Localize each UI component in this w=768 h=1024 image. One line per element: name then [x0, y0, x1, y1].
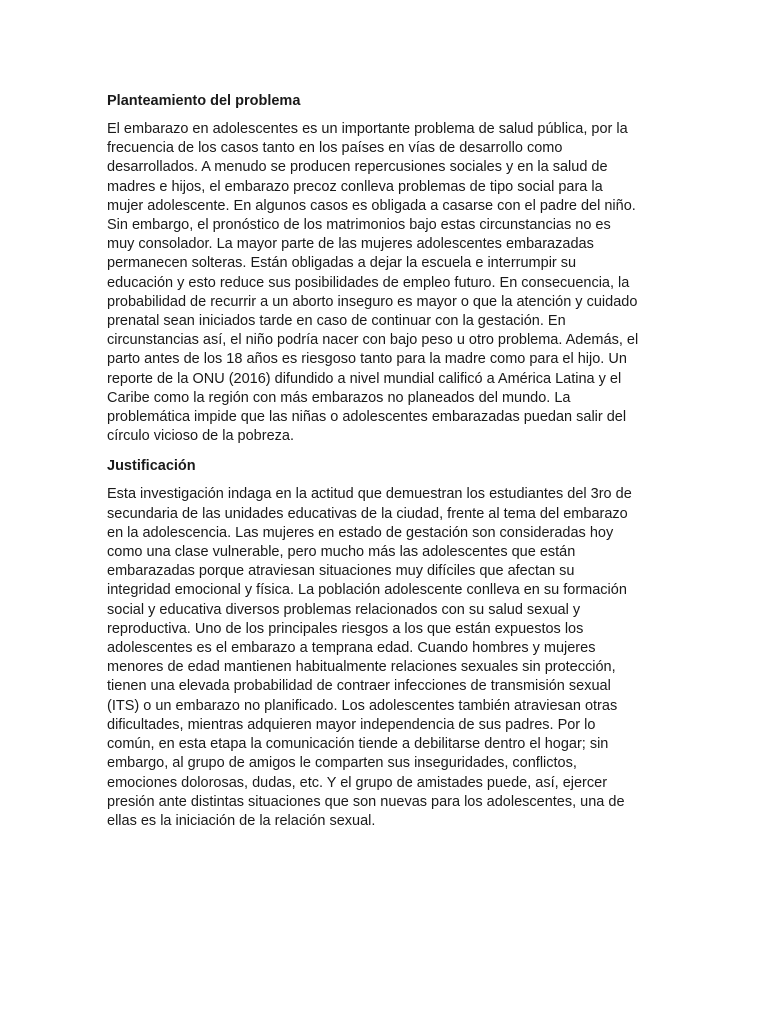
- paragraph-line: ellas es la iniciación de la relación sexual.: [107, 812, 376, 829]
- paragraph-line: emociones dolorosas, dudas, etc. Y el grupo de amistades puede, así, ejercer: [107, 774, 608, 791]
- paragraph-line: Sin embargo, el pronóstico de los matrimonios bajo estas circunstancias no es: [107, 217, 611, 234]
- paragraph-line: desarrollados. A menudo se producen repercusiones sociales y en la salud de: [107, 159, 608, 176]
- paragraph-line: embargo, al grupo de amigos le comparten sus inseguridades, conflictos,: [107, 755, 577, 772]
- paragraph-line: presión ante distintas situaciones que son nuevas para los adolescentes, una de: [107, 793, 625, 810]
- paragraph-line: social y educativa diversos problemas relacionados con su salud sexual y: [107, 601, 581, 618]
- paragraph-justificacion: [107, 485, 663, 831]
- paragraph-line: como una clase vulnerable, pero mucho más las adolescentes que están: [107, 544, 576, 561]
- paragraph-line: circunstancias así, el niño podría nacer con bajo peso u otro problema. Además, el: [107, 332, 639, 349]
- paragraph-planteamiento: [107, 120, 663, 446]
- section-heading-planteamiento: Planteamiento del problema: [107, 93, 301, 109]
- paragraph-line: madres e hijos, el embarazo precoz conlleva problemas de tipo social para la: [107, 178, 603, 195]
- paragraph-line: embarazadas porque atraviesan situaciones muy difíciles que afectan su: [107, 563, 575, 580]
- paragraph-line: integridad emocional y física. La población adolescente conlleva en su formación: [107, 582, 627, 599]
- paragraph-line: reproductiva. Uno de los principales riesgos a los que están expuestos los: [107, 620, 584, 637]
- section-heading-justificacion: Justificación: [107, 458, 196, 475]
- paragraph-line: reporte de la ONU (2016) difundido a nivel mundial calificó a América Latina y el: [107, 370, 622, 387]
- paragraph-line: adolescentes es el embarazo a temprana edad. Cuando hombres y mujeres: [107, 640, 596, 657]
- paragraph-line: Esta investigación indaga en la actitud que demuestran los estudiantes del 3ro de: [107, 486, 632, 503]
- paragraph-line: común, en esta etapa la comunicación tiende a debilitarse dentro el hogar; sin: [107, 736, 609, 753]
- paragraph-line: secundaria de las unidades educativas de la ciudad, frente al tema del embarazo: [107, 505, 628, 522]
- paragraph-line: tienen una elevada probabilidad de contraer infecciones de transmisión sexual: [107, 678, 611, 695]
- paragraph-line: parto antes de los 18 años es riesgoso tanto para la madre como para el hijo. Un: [107, 351, 627, 368]
- paragraph-line: problemática impide que las niñas o adolescentes embarazadas puedan salir del: [107, 409, 627, 426]
- paragraph-line: en la adolescencia. Las mujeres en estado de gestación son consideradas hoy: [107, 524, 614, 541]
- paragraph-line: menores de edad mantienen habitualmente relaciones sexuales sin protección,: [107, 659, 616, 676]
- paragraph-line: educación y esto reduce sus posibilidades de empleo futuro. En consecuencia, la: [107, 274, 630, 291]
- paragraph-line: mujer adolescente. En algunos casos es obligada a casarse con el padre del niño.: [107, 197, 636, 214]
- paragraph-line: círculo vicioso de la pobreza.: [107, 428, 294, 445]
- paragraph-line: (ITS) o un embarazo no planificado. Los adolescentes también atraviesan otras: [107, 697, 618, 714]
- paragraph-line: muy consolador. La mayor parte de las mujeres adolescentes embarazadas: [107, 236, 594, 253]
- paragraph-line: prenatal sean iniciados tarde en caso de continuar con la gestación. En: [107, 313, 566, 330]
- paragraph-line: permanecen solteras. Están obligadas a dejar la escuela e interrumpir su: [107, 255, 577, 272]
- paragraph-line: Caribe como la región con más embarazos no planeados del mundo. La: [107, 389, 571, 406]
- paragraph-line: probabilidad de recurrir a un aborto inseguro es mayor o que la atención y cuidado: [107, 293, 638, 310]
- document-body: [107, 92, 663, 842]
- paragraph-line: dificultades, mientras adquieren mayor independencia de sus padres. Por lo: [107, 716, 596, 733]
- paragraph-line: El embarazo en adolescentes es un importante problema de salud pública, por la: [107, 121, 628, 137]
- paragraph-line: frecuencia de los casos tanto en los países en vías de desarrollo como: [107, 140, 563, 157]
